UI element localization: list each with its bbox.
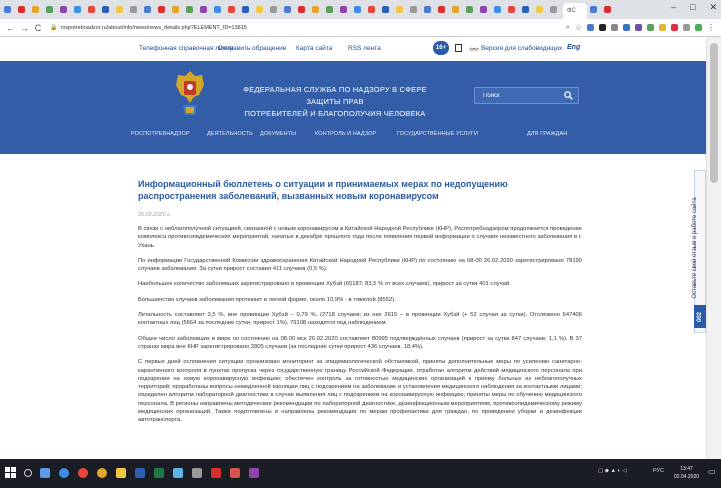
extension-icon[interactable] [695,24,702,31]
tab-favicon-icon [368,6,375,13]
browser-tab[interactable] [73,3,85,16]
agency-title[interactable] [230,84,440,120]
window-controls [671,2,717,13]
article-paragraph: В связи с неблагополучной ситуацией, связанной с новым коронавирусом в Китайской Народной Республике (КНР), Роспотребнадзором продолжается проведение комплекса противоэпидемических мероприятий, начатых в декабре прошлого года после появления первой информации о случаях неизвестного заболевания в г. Ухань. [138,226,582,249]
tab-favicon-icon [494,6,501,13]
active-browser-tab[interactable] [563,3,587,19]
feedback-badge-text: 002 [696,311,703,322]
maximize-button[interactable]: □ [690,2,696,12]
browser-tab[interactable] [521,3,533,16]
browser-tab[interactable] [325,3,337,16]
url-field[interactable] [50,24,566,31]
browser-tab[interactable] [185,3,197,16]
english-version-link[interactable]: Eng [567,44,581,51]
app-icon[interactable] [211,468,221,478]
tab-favicon-icon [228,6,235,13]
browser-tab[interactable] [549,3,561,16]
browser-tab[interactable] [227,3,239,16]
search-icon[interactable] [564,91,573,100]
newspaper-icon[interactable] [455,44,462,52]
tab-favicon-icon [60,6,67,13]
tab-favicon-icon [144,6,151,13]
article-paragraph: Летальность составляет 3,5 %, вне провинции Хубэй – 0,79 %, (2718 случаев; из них 2615 – в провинции Хубэй (+ 52 случая за сутки). Отслежено 647406 контактных лиц (5664 за последние сутки, прирост 1%), 79108 находятся под наблюдением. [138,312,582,327]
browser-tab[interactable] [17,3,29,16]
site-header [0,61,706,154]
browser-tab-strip [0,0,721,19]
extension-icon[interactable] [587,24,594,31]
address-bar [0,19,721,37]
tab-favicon-icon [74,6,81,13]
tab-favicon-icon [32,6,39,13]
edge-icon[interactable] [59,468,69,478]
back-icon[interactable]: ← [6,22,15,33]
app-icon[interactable] [249,468,259,478]
coat-of-arms-icon[interactable] [173,67,207,117]
extension-icon[interactable] [647,24,654,31]
browser-tab[interactable] [59,3,71,16]
article-date: 26.02.2020 г. [138,212,172,218]
excel-icon[interactable] [154,468,164,478]
browser-tab[interactable] [409,3,421,16]
browser-tab[interactable] [589,3,601,16]
tab-favicon-icon [590,6,597,13]
app-icon[interactable] [230,468,240,478]
page-scrollbar[interactable] [706,37,721,459]
tab-favicon-icon [130,6,137,13]
browser-tab[interactable] [87,3,99,16]
top-utility-nav [0,37,706,61]
opera-icon[interactable] [97,468,107,478]
tab-favicon-icon [452,6,459,13]
browser-tab[interactable] [311,3,323,16]
tab-favicon-icon [270,6,277,13]
glasses-icon[interactable]: 👓 [469,45,479,54]
tab-favicon-icon [46,6,53,13]
browser-tab[interactable] [283,3,295,16]
article-paragraph: По информации Государственной Комиссии здравоохранения Китайской Народной Республики (КНР) по состоянию на 08-00 26.02.2020 зарегистрировано 78190 случаев заболевания. За сутки прирост составил 411 случаев (0,5 %). [138,257,582,273]
browser-tab[interactable] [451,3,463,16]
browser-tab[interactable] [395,3,407,16]
browser-tab[interactable] [3,3,15,16]
tab-favicon-icon [382,6,389,13]
clock[interactable] [674,465,699,481]
word-icon[interactable] [135,468,145,478]
tab-favicon-icon [18,6,25,13]
app-icon[interactable] [173,468,183,478]
browser-tab[interactable] [603,3,615,16]
feedback-badge[interactable] [694,305,706,328]
browser-tab[interactable] [129,3,141,16]
browser-tab[interactable] [213,3,225,16]
browser-tab[interactable] [437,3,449,16]
tab-favicon-icon [508,6,515,13]
tab-favicon-icon [158,6,165,13]
windows-taskbar [0,459,721,488]
extension-icon[interactable] [599,24,606,31]
article-paragraph: Наибольшее количество заболевших зарегистрировано в провинции Хубэй (65187; 83,5 % от всех случаев), прирост за сутки 401 случай. [138,281,511,288]
tray-icons[interactable]: ▢ ◆ ▲ ◐ ◁ [598,468,627,474]
browser-tab[interactable] [381,3,393,16]
minimize-button[interactable]: – [671,2,677,12]
tab-favicon-icon [396,6,403,13]
tab-favicon-icon [88,6,95,13]
tab-favicon-icon [312,6,319,13]
search-icon[interactable] [24,469,32,477]
scrollbar-thumb[interactable] [710,43,718,183]
extension-icon[interactable] [683,24,690,31]
browser-tab[interactable] [297,3,309,16]
tab-favicon-icon [424,6,431,13]
tab-favicon-icon [102,6,109,13]
tab-favicon-icon [256,6,263,13]
tab-favicon-icon [354,6,361,13]
browser-tab[interactable] [45,3,57,16]
tab-favicon-icon [604,6,611,13]
browser-tab[interactable] [31,3,43,16]
tab-favicon-icon [116,6,123,13]
extension-icon[interactable] [635,24,642,31]
browser-tab[interactable] [479,3,491,16]
star-icon[interactable]: ☆ [574,23,582,32]
tab-favicon-icon [438,6,445,13]
send-request-link[interactable]: Отправить обращение [218,45,287,52]
nav-public-services[interactable]: ГОСУДАРСТВЕННЫЕ УСЛУГИ [397,131,478,137]
agency-title-line1: ФЕДЕРАЛЬНАЯ СЛУЖБА ПО НАДЗОРУ В СФЕРЕ ЗАЩИТЫ ПРАВ [243,85,427,106]
clock-date: 02.04.2020 [674,474,700,480]
nav-activity[interactable]: ДЕЯТЕЛЬНОСТЬ [207,131,253,137]
tab-favicon-icon [466,6,473,13]
search-icon[interactable]: ⌕ [565,23,570,31]
browser-tab[interactable] [423,3,435,16]
browser-tab[interactable] [367,3,379,16]
age-rating-badge: 16+ [433,41,449,55]
forward-icon[interactable]: → [20,22,29,33]
app-icon[interactable] [192,468,202,478]
extension-icon[interactable] [659,24,666,31]
reload-icon[interactable]: C [34,22,42,33]
extension-icon[interactable] [623,24,630,31]
browser-tab[interactable] [143,3,155,16]
tab-favicon-icon [550,6,557,13]
chrome-icon[interactable] [78,468,88,478]
windows-start-icon[interactable] [5,467,16,478]
browser-tab[interactable] [199,3,211,16]
tab-favicon-icon [480,6,487,13]
tab-favicon-icon [172,6,179,13]
browser-tab[interactable] [157,3,169,16]
article-paragraph: Большинство случаев заболевания протекает в легкой форме, около 10,9% - в тяжелой (8552). [138,296,396,303]
extension-icon[interactable] [611,24,618,31]
browser-tab[interactable] [535,3,547,16]
browser-tab[interactable] [115,3,127,16]
nav-documents[interactable]: ДОКУМЕНТЫ [260,131,297,137]
search-input[interactable] [483,91,563,101]
article-title: Информационный бюллетень о ситуации и принимаемых мерах по недопущению распространения заболеваний, вызванных новым коронавирусом [138,179,508,201]
url-text: rospotrebnadzor.ru/about/info/news/news_details.php?ELEMENT_ID=13815 [60,24,247,31]
tab-favicon-icon [214,6,221,13]
browser-tab[interactable] [255,3,267,16]
rss-link[interactable]: RSS лента [348,45,381,52]
extension-icons [566,23,715,32]
browser-tab[interactable] [269,3,281,16]
menu-icon[interactable]: ⋮ [707,23,715,32]
tab-favicon-icon [326,6,333,13]
tab-favicon-icon [522,6,529,13]
input-language[interactable]: РУС [653,468,665,474]
task-view-icon[interactable] [40,468,50,478]
nav-control-supervision[interactable]: КОНТРОЛЬ И НАДЗОР [315,131,377,137]
browser-tab[interactable] [353,3,365,16]
vision-impaired-link[interactable]: Версия для слабовидящих [481,45,563,52]
article [138,178,582,424]
tab-favicon-icon [200,6,207,13]
browser-tab[interactable] [465,3,477,16]
tab-favicon-icon [298,6,305,13]
main-navigation [0,128,706,142]
agency-title-line2: ПОТРЕБИТЕЛЕЙ И БЛАГОПОЛУЧИЯ ЧЕЛОВЕКА [244,109,426,118]
browser-tab[interactable] [339,3,351,16]
extension-icon[interactable] [671,24,678,31]
tab-favicon-icon [340,6,347,13]
active-tab-title: ФС [567,8,576,14]
article-paragraph: Общее число заболевших в мире по состоянию на 08.00 мск 26.02.2020 составляет 80995 подтверждённых случаев (прирост за сутки 847 случаев; 1,1 %). В 37 странах мира вне КНР зарегистрировано 2805 случаев (за последние сутки прирост 436 случаев, 18,4%). [138,335,582,350]
article-paragraph: С первых дней осложнения ситуации организован мониторинг за эпидемиологической обстановкой, приняты дополнительные меры по усилению санитарно-карантинного контроля в пунктах пропуска через государственную границу Российской Федерации, отработан алгоритм действий медицинского персонала при подозрении на новую коронавирусную инфекцию; обеспечен контроль за готовностью медицинских организаций к приему больных из неблагополучных территорий; проработаны вопросы немедленной изоляции лиц с подозрением на заболевание и установления медицинского наблюдения за контактными лицами; определен алгоритм лабораторной диагностики в случае выявления лиц с подозрением на коронавирусную инфекцию; приняты меры по обучению медицинского персонала. В регионы направлены методические рекомендации по лабораторной диагностике, дезинфекционным мероприятиям, противоэпидемическому режиму медицинских организаций. Также подготовлены и направлены рекомендации по мерам профилактики для граждан, по проведению уборки и дезинфекции автотранспорта. [138,359,582,424]
tab-favicon-icon [410,6,417,13]
tab-favicon-icon [186,6,193,13]
tab-favicon-icon [284,6,291,13]
nav-rospotrebnadzor[interactable]: РОСПОТРЕБНАДЗОР [131,131,190,137]
nav-for-citizens[interactable]: ДЛЯ ГРАЖДАН [527,131,568,137]
feedback-label: Оставьте свой отзыв о работе сайта [692,197,698,299]
tab-favicon-icon [242,6,249,13]
browser-tab[interactable] [101,3,113,16]
search-box [474,87,579,104]
browser-tab[interactable] [171,3,183,16]
browser-tab[interactable] [241,3,253,16]
browser-tab[interactable] [507,3,519,16]
site-map-link[interactable]: Карта сайта [296,45,333,52]
clock-time: 13:47 [680,466,693,472]
explorer-icon[interactable] [116,468,126,478]
tab-favicon-icon [4,6,11,13]
hotline-link[interactable]: Телефонная справочная линия [139,45,234,52]
notification-icon[interactable]: ▭ [708,467,716,476]
tab-favicon-icon [536,6,543,13]
lock-icon: 🔒 [50,25,58,31]
close-window-button[interactable]: ✕ [709,2,717,12]
browser-tab[interactable] [493,3,505,16]
